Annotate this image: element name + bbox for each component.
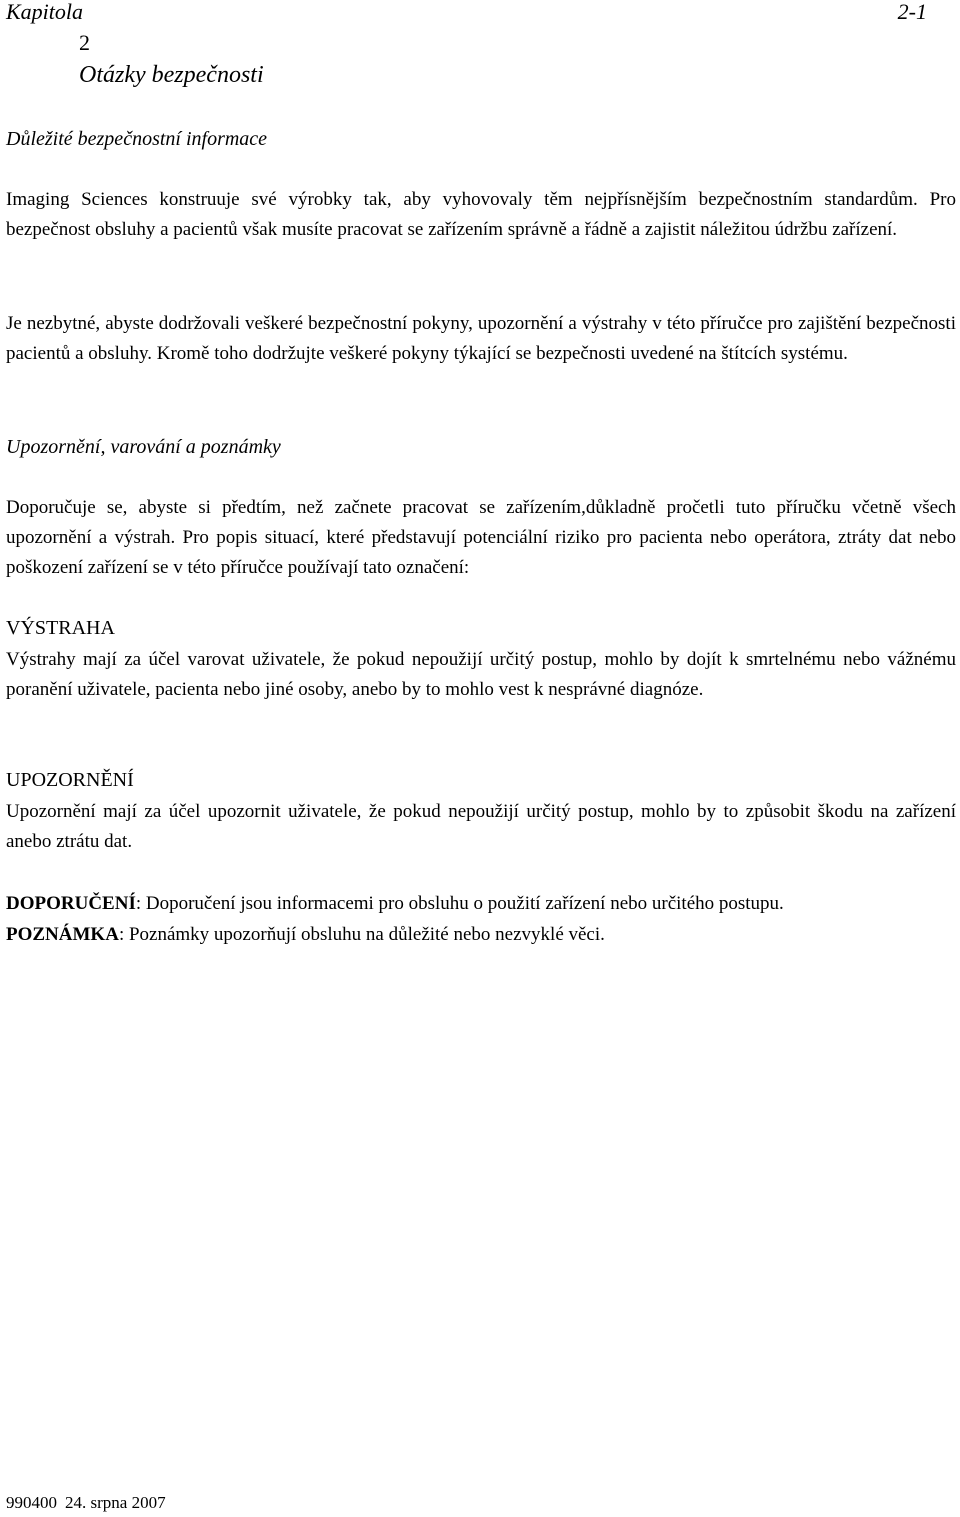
note-label: POZNÁMKA: [6, 924, 119, 945]
recommendation-text: : Doporučení jsou informacemi pro obsluhu o použití zařízení nebo určitého postupu.: [135, 893, 784, 914]
caution-label: UPOZORNĚNÍ: [6, 769, 134, 791]
section-heading-warnings-notes: Upozornění, varování a poznámky: [6, 436, 281, 458]
warning-description: Výstrahy mají za účel varovat uživatele, že pokud nepoužijí určitý postup, mohlo by dojít k smrtelnému nebo vážnému poranění uživatele, pacienta nebo jiné osoby, anebo by to mohlo vest k nesprávné diagnóze.: [6, 649, 956, 700]
caution-description: Upozornění mají za účel upozornit uživatele, že pokud nepoužijí určitý postup, mohlo by to způsobit škodu na zařízení anebo ztrátu dat.: [6, 801, 956, 852]
recommendation-line: [6, 891, 784, 917]
running-header-page-number: 2-1: [897, 0, 927, 24]
paragraph-labels-intro: Doporučuje se, abyste si předtím, než začnete pracovat se zařízením,důkladně pročetli tuto příručku včetně všech upozornění a výstrah. Pro popis situací, které představují potenciální riziko pro pacienta nebo operátora, ztráty dat nebo poškození zařízení se v této příručce používají tato označení:: [6, 497, 956, 578]
page-footer: [6, 1493, 166, 1513]
footer-document-number: 990400: [6, 1493, 57, 1512]
chapter-title: Otázky bezpečnosti: [79, 62, 264, 88]
note-line: [6, 922, 605, 948]
paragraph-safety-standards: Imaging Sciences konstruuje své výrobky tak, aby vyhovovaly těm nejpřísnějším bezpečnostním standardům. Pro bezpečnost obsluhy a pacientů však musíte pracovat se zařízením správně a řádně a zajistit náležitou údržbu zařízení.: [6, 189, 956, 240]
section-heading-safety-info: Důležité bezpečnostní informace: [6, 128, 268, 150]
running-header-chapter: Kapitola: [6, 0, 84, 24]
paragraph-safety-instructions: Je nezbytné, abyste dodržovali veškeré bezpečnostní pokyny, upozornění a výstrahy v této příručce pro zajištění bezpečnosti pacientů a obsluhy. Kromě toho dodržujte veškeré pokyny týkající se bezpečnosti uvedené na štítcích systému.: [6, 313, 956, 364]
recommendation-label: DOPORUČENÍ: [6, 893, 136, 914]
chapter-number: 2: [79, 30, 90, 55]
note-text: : Poznámky upozorňují obsluhu na důležité nebo nezvyklé věci.: [118, 924, 605, 945]
footer-date: 24. srpna 2007: [65, 1493, 166, 1512]
warning-label: VÝSTRAHA: [6, 617, 115, 639]
